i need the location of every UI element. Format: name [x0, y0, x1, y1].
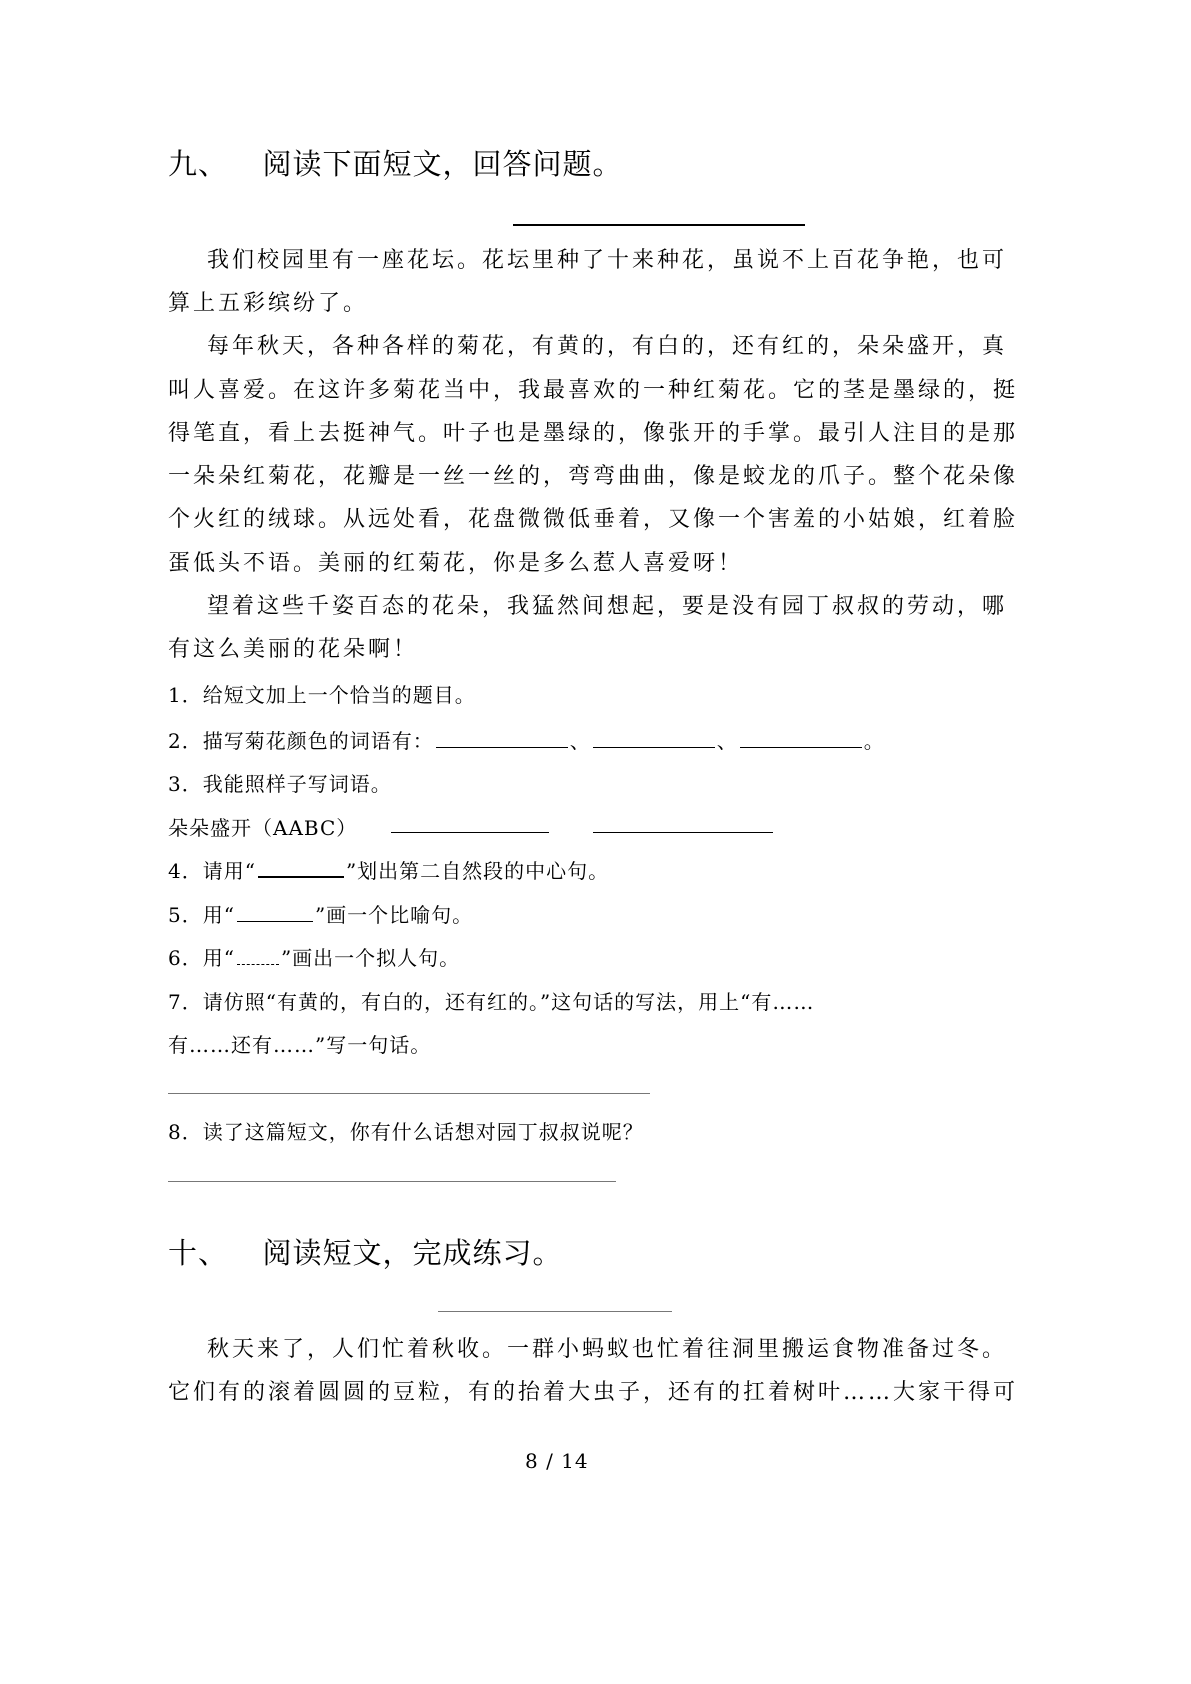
page-number: 8 / 14 — [525, 1449, 589, 1473]
underline-sample — [237, 963, 279, 965]
answer-blank[interactable] — [436, 746, 568, 748]
question-2-text: 2．描写菊花颜色的词语有： — [168, 729, 434, 753]
passage-line: 蛋低头不语。美丽的红菊花，你是多么惹人喜爱呀！ — [168, 551, 744, 576]
answer-blank[interactable] — [391, 832, 549, 833]
question-3: 3．我能照样子写词语。 — [168, 772, 392, 796]
period: 。 — [863, 729, 885, 753]
answer-blank[interactable] — [740, 746, 862, 748]
question-6-prefix: 6．用“ — [168, 946, 235, 970]
question-6-suffix: ”画出一个拟人句。 — [280, 946, 461, 970]
question-7-line-2: 有……还有……”写一句话。 — [168, 1033, 432, 1057]
passage-line: 秋天来了，人们忙着秋收。一群小蚂蚁也忙着往洞里搬运食物准备过冬。 — [207, 1337, 1008, 1362]
answer-blank[interactable] — [593, 746, 715, 748]
question-5 — [168, 899, 473, 928]
passage-line: 叫人喜爱。在这许多菊花当中，我最喜欢的一种红菊花。它的茎是墨绿的，挺 — [168, 378, 1019, 403]
underline-sample — [237, 920, 313, 922]
question-6 — [168, 942, 460, 971]
title-answer-line[interactable] — [438, 1311, 672, 1312]
answer-line[interactable] — [168, 1181, 616, 1182]
section-number: 十、 — [168, 1236, 229, 1270]
passage-line: 每年秋天，各种各样的菊花，有黄的，有白的，还有红的，朵朵盛开，真 — [207, 334, 1008, 359]
question-3-example: 朵朵盛开（AABC） — [168, 816, 358, 840]
section-number: 九、 — [168, 147, 229, 181]
passage-line: 算上五彩缤纷了。 — [168, 291, 369, 316]
section-title: 阅读短文，完成练习。 — [262, 1236, 563, 1270]
separator: 、 — [716, 729, 738, 753]
question-2 — [168, 725, 885, 754]
passage-line: 望着这些千姿百态的花朵，我猛然间想起，要是没有园丁叔叔的劳动，哪 — [207, 594, 1008, 619]
passage-line: 有这么美丽的花朵啊！ — [168, 637, 419, 662]
answer-blank[interactable] — [593, 832, 773, 833]
question-8: 8．读了这篇短文，你有什么话想对园丁叔叔说呢？ — [168, 1120, 644, 1144]
passage-line: 个火红的绒球。从远处看，花盘微微低垂着，又像一个害羞的小姑娘，红着脸 — [168, 507, 1019, 532]
passage-line: 一朵朵红菊花，花瓣是一丝一丝的，弯弯曲曲，像是蛟龙的爪子。整个花朵像 — [168, 464, 1019, 489]
section-title: 阅读下面短文，回答问题。 — [262, 147, 623, 181]
question-5-suffix: ”画一个比喻句。 — [314, 903, 474, 927]
section-10-heading — [168, 1231, 562, 1272]
passage-line: 我们校园里有一座花坛。花坛里种了十来种花，虽说不上百花争艳，也可 — [207, 248, 1008, 273]
question-7-line-1: 7．请仿照“有黄的，有白的，还有红的。”这句话的写法，用上“有…… — [168, 990, 815, 1014]
underline-sample — [258, 875, 344, 878]
question-1: 1．给短文加上一个恰当的题目。 — [168, 683, 476, 707]
answer-line[interactable] — [168, 1093, 650, 1094]
title-answer-line — [513, 224, 805, 226]
passage-line: 得笔直，看上去挺神气。叶子也是墨绿的，像张开的手掌。最引人注目的是那 — [168, 421, 1019, 446]
section-9-heading — [168, 142, 622, 183]
question-4-prefix: 4．请用“ — [168, 859, 256, 883]
question-4 — [168, 855, 609, 884]
separator: 、 — [569, 729, 591, 753]
question-4-suffix: ”划出第二自然段的中心句。 — [345, 859, 610, 883]
question-5-prefix: 5．用“ — [168, 903, 235, 927]
passage-line: 它们有的滚着圆圆的豆粒，有的抬着大虫子，还有的扛着树叶……大家干得可 — [168, 1380, 1019, 1405]
